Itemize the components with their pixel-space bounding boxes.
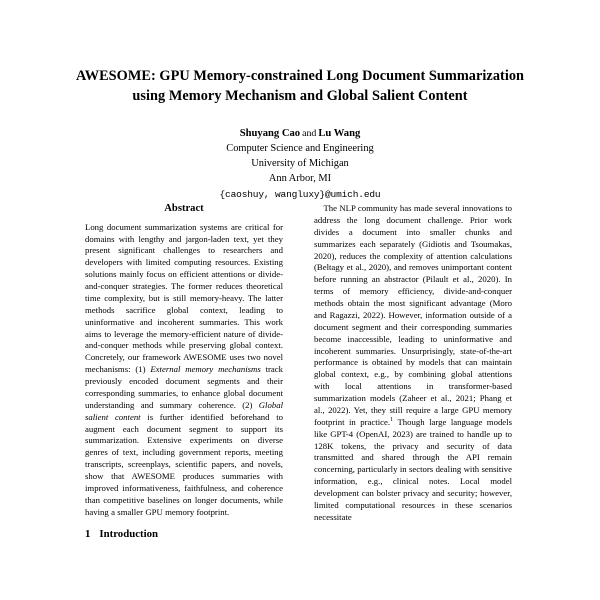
author-first: Shuyang Cao — [239, 127, 301, 139]
abstract-part-3: is further identified beforehand to augment each document segment to support its summarization. Extensive experiments on diverse genres of text, including government reports, meeting transcripts, screenplays, scientific papers, and novels, show that AWESOME produces summaries with improved informativeness, faithfulness, and coherence than competitive baselines on longer documents, while having a smaller GPU memory footprint. — [85, 411, 283, 517]
abstract-paragraph — [85, 222, 283, 519]
abstract-italic-1: External memory mechanisms — [150, 364, 261, 375]
author-conjunction: and — [302, 127, 317, 139]
abstract-italic-2: Global salient content — [85, 399, 283, 422]
author-second: Lu Wang — [318, 127, 361, 139]
affiliation-line-1: Computer Science and Engineering — [226, 143, 374, 155]
title-line-2: using Memory Mechanism and Global Salient Content — [132, 88, 468, 105]
body-columns — [0, 203, 600, 600]
abstract-heading: Abstract — [164, 203, 204, 214]
section-number: 1 — [85, 527, 91, 540]
title-block — [0, 0, 600, 202]
column-right — [314, 203, 512, 600]
intro-part-2: Though large language models like GPT-4 (OpenAI, 2023) are trained to handle up to 128K tokens, the privacy and security of data transmitted and shared through the API remain concerning, particularly in sectors dealing with sensitive information, e.g., clinical notes. Local model development can bolster privacy and security; however, limited computational resources in these scenarios necessitate — [314, 416, 512, 522]
page-title — [62, 66, 538, 107]
footnote-marker[interactable]: 1 — [390, 415, 394, 423]
affiliation-line-2: University of Michigan — [251, 158, 349, 170]
section-heading-introduction — [85, 528, 283, 541]
author-block — [62, 126, 538, 202]
abstract-part-2: track previously encoded document segments and their corresponding summaries, to enhance global document understanding and summary coherence. (2) — [85, 364, 283, 410]
author-names — [62, 126, 538, 142]
author-email: {caoshuy, wangluxy}@umich.edu — [219, 188, 381, 200]
introduction-paragraph — [314, 203, 512, 524]
abstract-part-1: Long document summarization systems are critical for domains with lengthy and jargon-laden text, yet they present significant challenges to researchers and developers with limited computing resources. Existing solutions mainly focus on efficient attentions or divide-and-conquer strategies. The former reduces theoretical time complexity, but is still memory-heavy. The latter methods sacrifice global context, leading to uninformative and incoherent summaries. This work aims to leverage the memory-efficient nature of divide-and-conquer methods while preserving global context. Concretely, our framework AWESOME uses two novel mechanisms: (1) — [85, 221, 283, 375]
section-title: Introduction — [99, 527, 159, 540]
title-line-1: AWESOME: GPU Memory-constrained Long Document Summarization — [75, 68, 525, 84]
intro-part-1: The NLP community has made several innovations to address the long document challenge. Prior work divides a document into smaller chunks and summarizes each separately (Gidiotis and Tsoumakas, 2020), reduces the complexity of attention calculations (Beltagy et al., 2020), and removes unimportant content before running an abstractor (Pilault et al., 2020). In terms of memory efficiency, divide-and-conquer methods obtain the most significant advantage (Moro and Ragazzi, 2022). However, information outside of a document segment and their corresponding summaries become inaccessible, leading to uninformative and incoherent summaries. Unsurprisingly, state-of-the-art performance is obtained by models that can maintain global context, e.g., by combining global attentions with local attentions in transformer-based summarization models (Zaheer et al., 2021; Phang et al., 2022). Yet, they still require a large GPU memory footprint in practice. — [314, 203, 512, 427]
column-left — [85, 203, 283, 600]
affiliation-line-3: Ann Arbor, MI — [268, 173, 332, 185]
